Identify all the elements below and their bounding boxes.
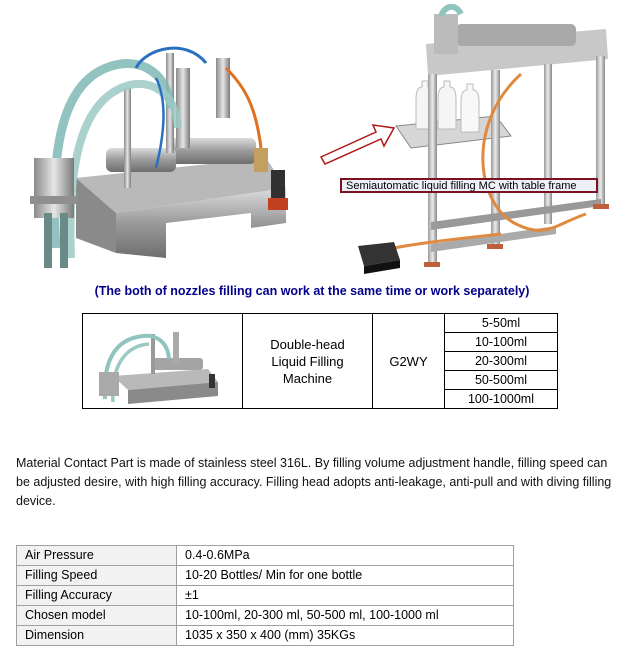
machine-thumbnail-image [83,314,243,408]
spec-table [16,545,514,646]
photo-caption: Semiautomatic liquid filling MC with table frame [340,178,598,193]
spec-key: Filling Speed [17,566,177,586]
product-description: Material Contact Part is made of stainless steel 316L. By filling volume adjustment handle, filling speed can be adjusted desire, with high filling accuracy. Filling head adopts anti-leakage, anti-pull and with diving filling device. [16,456,612,508]
spec-value: ±1 [177,586,514,606]
spec-value: 0.4-0.6MPa [177,546,514,566]
spec-row [17,566,514,586]
double-head-filling-machine-image [16,8,308,278]
spec-row [17,606,514,626]
table-frame-filling-machine-image [316,4,616,284]
nozzle-note: (The both of nozzles filling can work at the same time or work separately) [94,284,530,298]
volume-option: 50-500ml [445,371,557,390]
model-name: Double-head Liquid Filling Machine [243,314,373,408]
volume-option: 10-100ml [445,333,557,352]
spec-row [17,546,514,566]
model-thumbnail-cell [83,314,243,408]
volume-option: 20-300ml [445,352,557,371]
spec-key: Air Pressure [17,546,177,566]
volume-option: 5-50ml [445,314,557,333]
spec-row [17,626,514,646]
model-code: G2WY [373,314,445,408]
spec-key: Chosen model [17,606,177,626]
spec-value: 1035 x 350 x 400 (mm) 35KGs [177,626,514,646]
spec-key: Filling Accuracy [17,586,177,606]
spec-row [17,586,514,606]
volume-option: 100-1000ml [467,392,534,406]
spec-value: 10-100ml, 20-300 ml, 50-500 ml, 100-1000 ml [177,606,514,626]
pointer-arrow-icon [321,125,394,164]
spec-value: 10-20 Bottles/ Min for one bottle [177,566,514,586]
spec-key: Dimension [17,626,177,646]
model-table [82,313,558,409]
volume-list [445,314,557,408]
